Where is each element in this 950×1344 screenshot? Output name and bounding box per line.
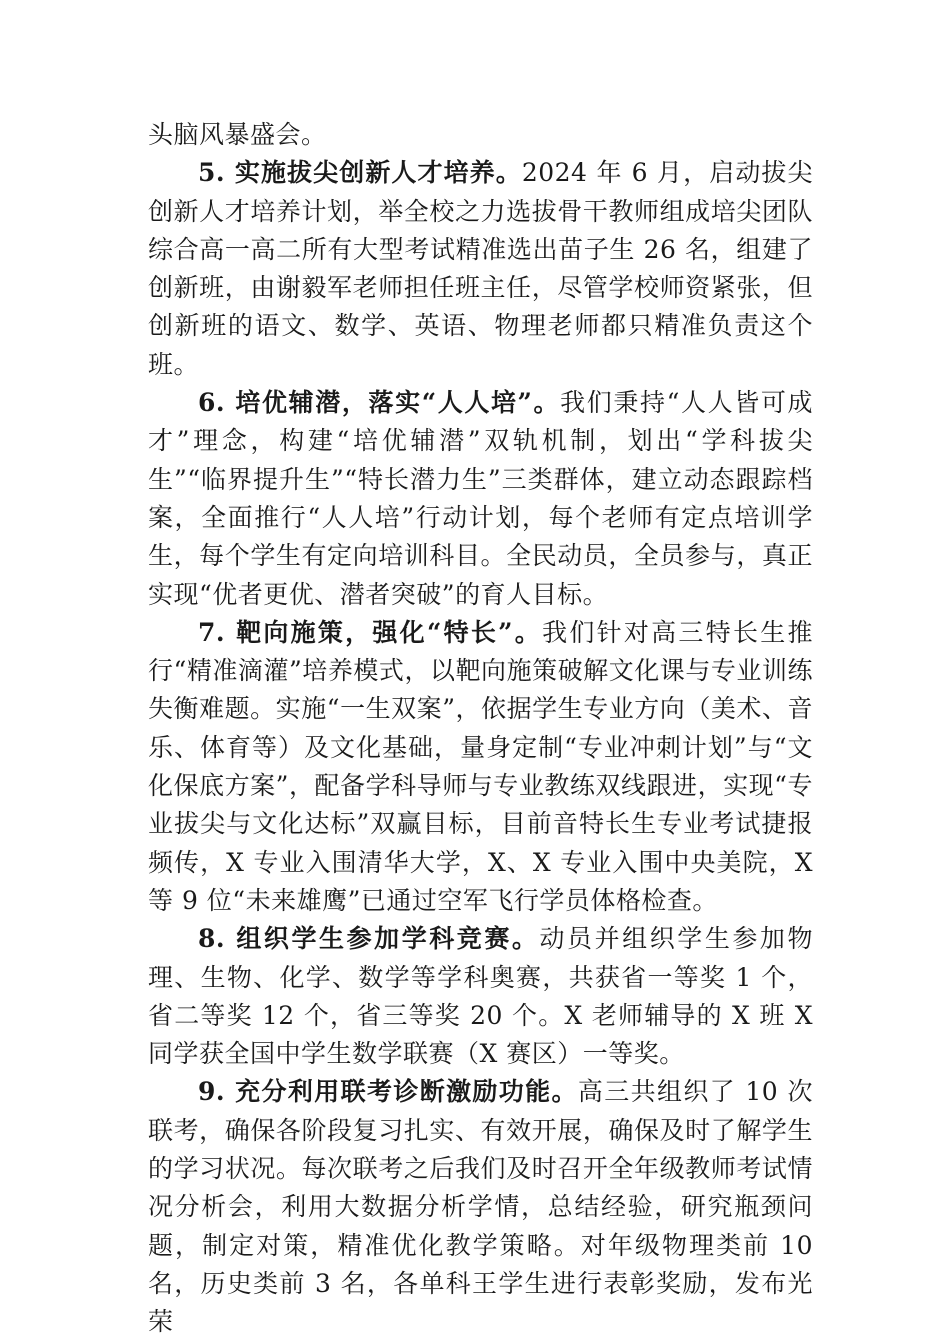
paragraph-6-body: 我们秉持“人人皆可成才”理念，构建“培优辅潜”双轨机制，划出“学科拔尖生”“临界提升生”“特长潜力生”三类群体，建立动态跟踪档案，全面推行“人人培”行动计划，每个老师有定点培训学生，每个学生有定向培训科目。全民动员，全员参与，真正实现“优者更优、潜者突破”的育人目标。 [148,388,813,609]
paragraph-5-body: 2024 年 6 月，启动拔尖创新人才培养计划，举全校之力选拔骨干教师组成培尖团队综合高一高二所有大型考试精准选出苗子生 26 名，组建了创新班，由谢毅军老师担任班主任，尽管学校师资紧张，但创新班的语文、数学、英语、物理老师都只精准负责这个班。 [148,158,813,379]
paragraph-9-heading: 9. 充分利用联考诊断激励功能。 [198,1077,578,1107]
paragraph-5-heading: 5. 实施拔尖创新人才培养。 [198,158,522,188]
paragraph-6-heading: 6. 培优辅潜，落实“人人培”。 [198,388,561,418]
lead-fragment: 头脑风暴盛会。 [148,120,327,149]
document-body [148,116,813,1342]
paragraph-9 [148,1073,813,1341]
paragraph-6 [148,384,813,614]
paragraph-9-body: 高三共组织了 10 次联考，确保各阶段复习扎实、有效开展，确保及时了解学生的学习状况。每次联考之后我们及时召开全年级教师考试情况分析会，利用大数据分析学情，总结经验，研究瓶颈问题，制定对策，精准优化教学策略。对年级物理类前 10 名，历史类前 3 名，各单科王学生进行表彰奖励，发布光荣 [148,1077,813,1337]
paragraph-5 [148,154,813,384]
paragraph-8-heading: 8. 组织学生参加学科竞赛。 [198,924,540,954]
paragraph-7 [148,614,813,920]
paragraph-8-body: 动员并组织学生参加物理、生物、化学、数学等学科奥赛，共获省一等奖 1 个，省二等奖 12 个，省三等奖 20 个。X 老师辅导的 X 班 X 同学获全国中学生数学联赛（X 赛区）一等奖。 [148,924,813,1069]
paragraph-7-body: 我们针对高三特长生推行“精准滴灌”培养模式，以靶向施策破解文化课与专业训练失衡难题。实施“一生双案”，依据学生专业方向（美术、音乐、体育等）及文化基础，量身定制“专业冲刺计划”与“文化保底方案”，配备学科导师与专业教练双线跟进，实现“专业拔尖与文化达标”双赢目标，目前音特长生专业考试捷报频传，X 专业入围清华大学，X、X 专业入围中央美院，X 等 9 位“未来雄鹰”已通过空军飞行学员体格检查。 [148,617,813,915]
paragraph-7-heading: 7. 靶向施策，强化“特长”。 [198,617,543,647]
paragraph-8 [148,920,813,1073]
